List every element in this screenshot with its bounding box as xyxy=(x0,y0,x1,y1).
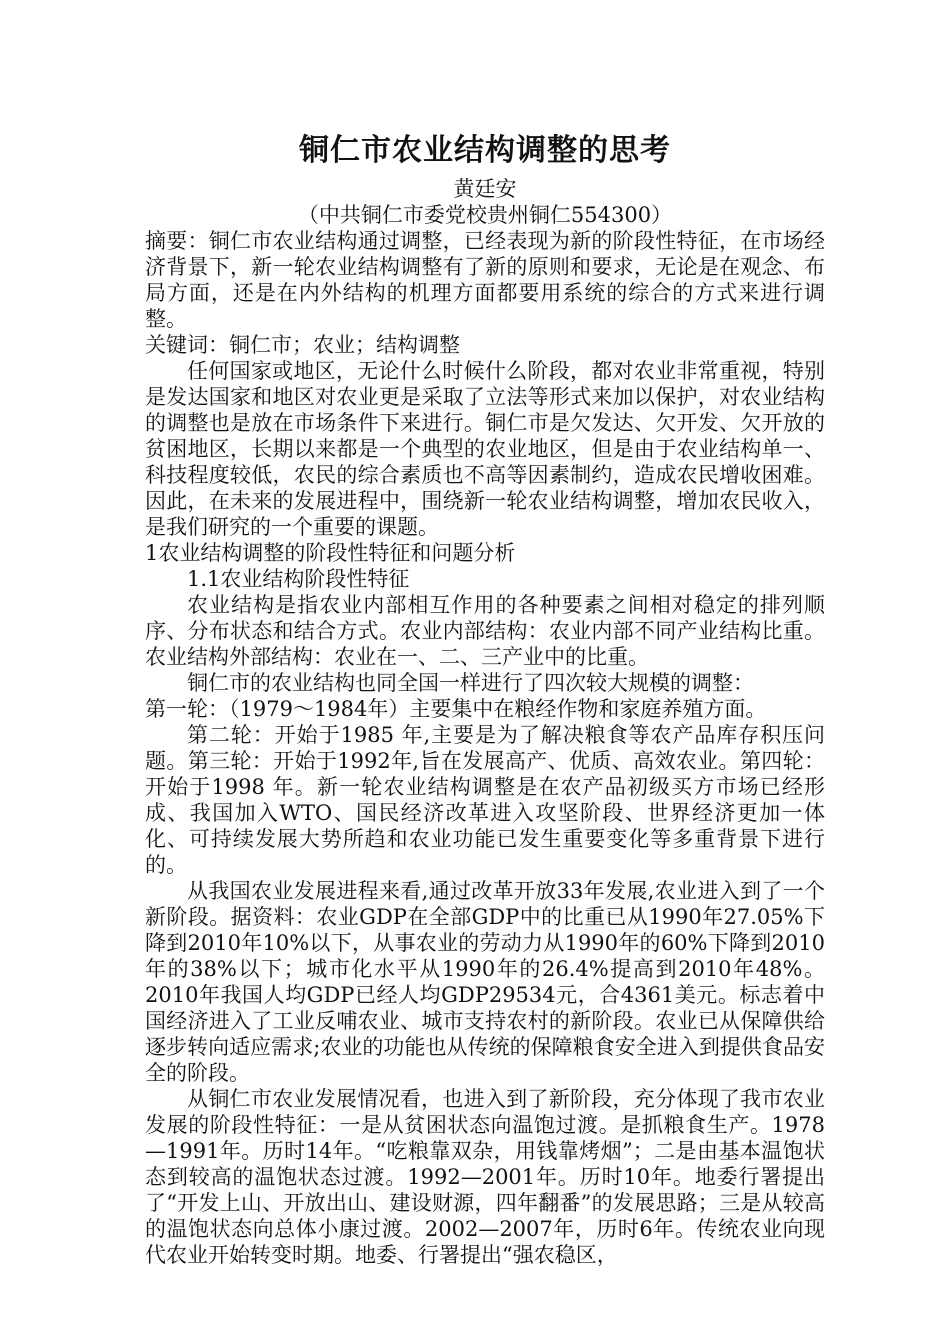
author-name: 黄廷安 xyxy=(453,177,517,201)
tongren-development-paragraph: 从铜仁市农业发展情况看，也进入到了新阶段，充分体现了我市农业发展的阶段性特征：一是从贫困状态向温饱过渡。是抓粮食生产。1978—1991年。历时14年。“吃粮靠双杂，用钱靠烤烟”；二是由基本温饱状态到较高的温饱状态过渡。1992—2001年。历时10年。地委行署提出了“开发上山、开放出山、建设财源，四年翻番”的发展思路；三是从较高的温饱状态向总体小康过渡。2002—2007年，历时6年。传统农业向现代农业开始转变时期。地委、行署提出“强农稳区， xyxy=(145,1087,825,1267)
section-1-heading: 1农业结构调整的阶段性特征和问题分析 xyxy=(145,541,516,565)
abstract: 摘要：铜仁市农业结构通过调整，已经表现为新的阶段性特征，在市场经济背景下，新一轮农业结构调整有了新的原则和要求，无论是在观念、布局方面，还是在内外结构的机理方面都要用系统的综合的方式来进行调整。 xyxy=(145,229,825,331)
document-title: 铜仁市农业结构调整的思考 xyxy=(299,133,671,168)
intro-paragraph: 任何国家或地区，无论什么时候什么阶段，都对农业非常重视，特别是发达国家和地区对农业更是采取了立法等形式来加以保护，对农业结构的调整也是放在市场条件下来进行。铜仁市是欠发达、欠开发、欠开放的贫困地区，长期以来都是一个典型的农业地区，但是由于农业结构单一、科技程度较低，农民的综合素质也不高等因素制约，造成农民增收困难。因此，在未来的发展进程中，围绕新一轮农业结构调整，增加农民收入，是我们研究的一个重要的课题。 xyxy=(145,359,825,539)
keywords: 关键词：铜仁市；农业；结构调整 xyxy=(145,333,460,357)
round-1-paragraph: 第一轮：（1979～1984年）主要集中在粮经作物和家庭养殖方面。 xyxy=(145,697,767,721)
round-2-paragraph: 第二轮：开始于1985 年,主要是为了解决粮食等农产品库存积压问题。第三轮：开始于1992年,旨在发展高产、优质、高效农业。第四轮：开始于1998 年。新一轮农业结构调整是在农产品初级买方市场已经形成、我国加入WTO、国民经济改革进入攻坚阶段、世界经济更加一体化、可持续发展大势所趋和农业功能已发生重要变化等多重背景下进行的。 xyxy=(145,723,825,877)
section-1-1-heading: 1.1农业结构阶段性特征 xyxy=(187,567,410,591)
document-page xyxy=(145,128,825,1268)
author-affiliation: （中共铜仁市委党校贵州铜仁554300） xyxy=(297,203,673,227)
rounds-intro-paragraph: 铜仁市的农业结构也同全国一样进行了四次较大规模的调整： xyxy=(187,671,754,695)
definition-paragraph: 农业结构是指农业内部相互作用的各种要素之间相对稳定的排列顺序、分布状态和结合方式。农业内部结构：农业内部不同产业结构比重。农业结构外部结构：农业在一、二、三产业中的比重。 xyxy=(145,593,825,669)
national-development-paragraph: 从我国农业发展进程来看,通过改革开放33年发展,农业进入到了一个新阶段。据资料：农业GDP在全部GDP中的比重已从1990年27.05%下降到2010年10%以下，从事农业的劳动力从1990年的60%下降到2010年的38%以下；城市化水平从1990年的26.4%提高到2010年48%。2010年我国人均GDP已经人均GDP29534元，合4361美元。标志着中国经济进入了工业反哺农业、城市支持农村的新阶段。农业已从保障供给逐步转向适应需求;农业的功能也从传统的保障粮食安全进入到提供食品安全的阶段。 xyxy=(145,879,825,1085)
